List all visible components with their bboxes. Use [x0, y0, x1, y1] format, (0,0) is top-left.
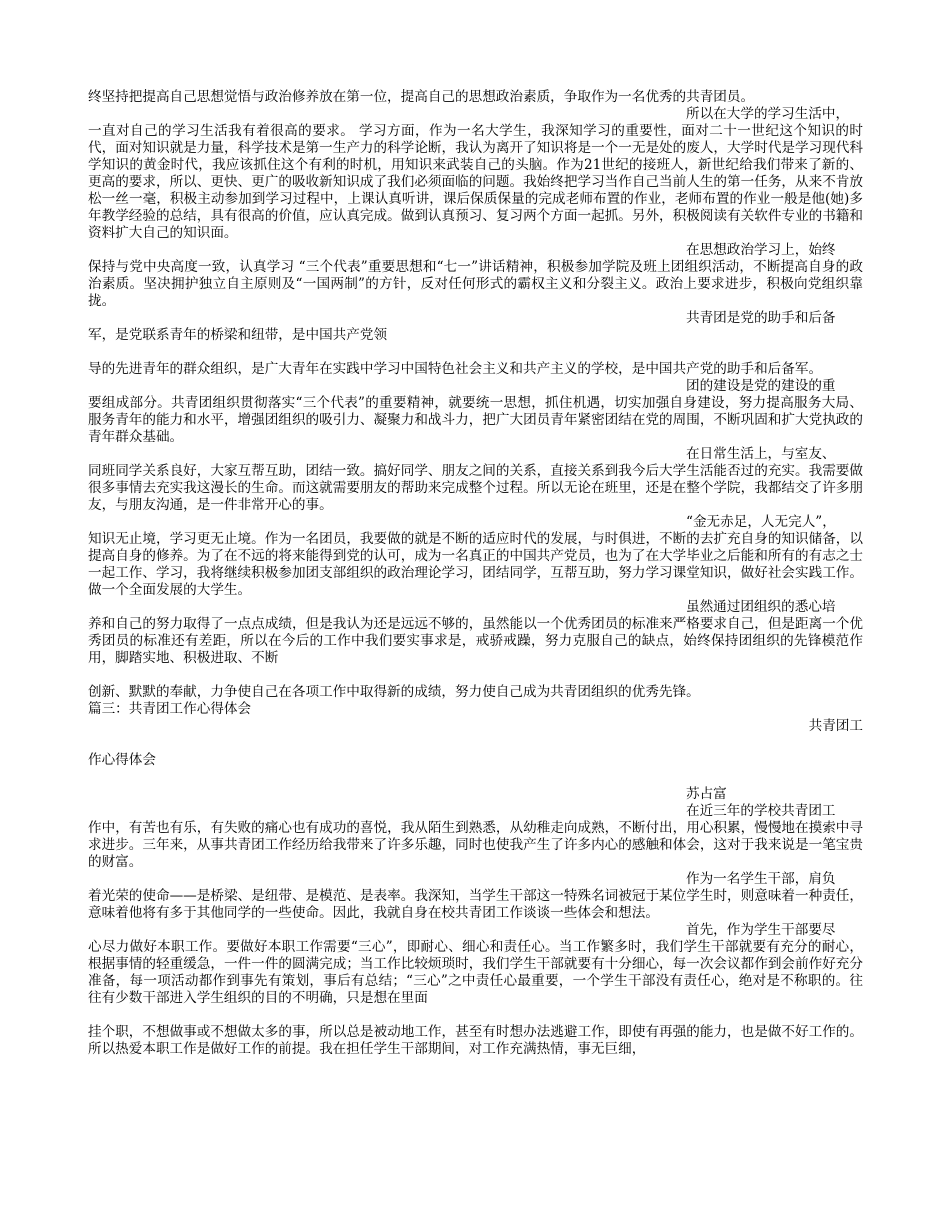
para-intro-right: 作为一名学生干部，肩负	[686, 871, 836, 887]
section-heading: 篇三：共青团工作心得体会	[88, 701, 252, 717]
spacer	[88, 735, 863, 752]
para-intro-right: 团的建设是党的建设的重	[686, 378, 836, 394]
paragraph-league-b: 导的先进青年的群众组织，是广大青年在实践中学习中国特色社会主义和共产主义的学校，是中国共产党的助手和后备军。	[88, 361, 823, 377]
paragraph-knowledge: 知识无止境，学习更无止境。作为一名团员，我要做的就是不断的适应时代的发展，与时俱进，不断的去扩充自身的知识储备，以提高自身的修养。为了在不远的将来能得到党的认可，成为一名真正的中国共产党员，也为了在大学毕业之后能和所有的有志之士一起工作、学习，我将继续积极参加团支部组织的政治理论学习，团结同学，互帮互助，努力学习课堂知识，做好社会实践工作。做一个全面发展的大学生。	[88, 531, 863, 598]
para-intro-right: 在思想政治学习上，始终	[686, 242, 836, 258]
author-name: 苏占富	[686, 786, 727, 802]
para-intro-right: “金无赤足，人无完人”，	[686, 514, 836, 530]
paragraph-league-a: 军，是党联系青年的桥梁和纽带，是中国共产党领	[88, 327, 388, 343]
paragraph-enthusiasm: 挂个职，不想做事或不想做太多的事，所以总是被动地工作，甚至有时想办法逃避工作，即使有再强的能力，也是做不好工作的。所以热爱本职工作是做好工作的前提。我在担任学生干部期间，对工作充满热情，事无巨细，	[88, 1024, 863, 1057]
para-intro-right: 共青团是党的助手和后备	[686, 310, 836, 326]
paragraph-study: 一直对自己的学习生活我有着很高的要求。 学习方面，作为一名大学生，我深知学习的重要性，面对二十一世纪这个知识的时代，面对知识就是力量，科学技术是第一生产力的科学论断，我认为离开了知识将是一个一无是处的废人，大学时代是学习现代科学知识的黄金时代，我应该抓住这个有利的时机，用知识来武装自己的头脑。作为21世纪的接班人，新世纪给我们带来了新的、更高的要求，所以、更快、更广的吸收新知识成了我们必须面临的问题。我始终把学习当作自己当前人生的第一任务，从来不肯放松一丝一毫，积极主动参加到学习过程中，上课认真听讲，课后保质保量的完成老师布置的作业，老师布置的作业一般是他(她)多年教学经验的总结，具有很高的价值，应认真完成。做到认真预习、复习两个方面一起抓。另外，积极阅读有关软件专业的书籍和资料扩大自己的知识面。	[88, 123, 863, 241]
paragraph-construction: 要组成部分。共青团组织贯彻落实“三个代表”的重要精神，就要统一思想，抓住机遇，切实加强自身建设，努力提高服务大局、服务青年的能力和水平，增强团组织的吸引力、凝聚力和战斗力，把广大团员青年紧密团结在党的周围，不断巩固和扩大党执政的青年群众基础。	[88, 395, 863, 445]
paragraph-daily-life: 同班同学关系良好，大家互帮互助，团结一致。搞好同学、朋友之间的关系，直接关系到我今后大学生活能否过的充实。我需要做很多事情去充实我这漫长的生命。而这就需要朋友的帮助来完成整个过程。所以无论在班里，还是在整个学院，我都结交了许多朋友，与朋友沟通，是一件非常开心的事。	[88, 463, 863, 513]
article-title-cont: 作心得体会	[88, 752, 156, 768]
document-body	[88, 89, 863, 1058]
paragraph-politics: 保持与党中央高度一致，认真学习 “三个代表”重要思想和“七一”讲话精神，积极参加学院及班上团组织活动，不断提高自身的政治素质。坚决拥护独立自主原则及“一国两制”的方针，反对任何形式的霸权主义和分裂主义。政治上要求进步，积极向党组织靠拢。	[88, 259, 863, 309]
paragraph-duty: 心尽力做好本职工作。要做好本职工作需要“三心”，即耐心、细心和责任心。当工作繁多时，我们学生干部就要有充分的耐心，根据事情的轻重缓急，一件一件的圆满完成；当工作比较烦琐时，我们学生干部就要有十分细心，每一次会议都作到会前作好充分准备，每一项活动都作到事先有策划，事后有总结；“三心”之中责任心最重要，一个学生干部没有责任心，绝对是不称职的。往往有少数干部进入学生组织的目的不明确，只是想在里面	[88, 939, 863, 1006]
para-intro-right: 首先，作为学生干部要尽	[686, 922, 836, 938]
para-intro-right: 在日常生活上，与室友、	[686, 446, 836, 462]
paragraph-mission: 着光荣的使命——是桥梁、是纽带、是模范、是表率。我深知，当学生干部这一特殊名词被冠于某位学生时，则意味着一种责任，意味着他将有多于其他同学的一些使命。因此，我就自身在校共青团工作谈谈一些体会和想法。	[88, 888, 863, 921]
paragraph-experience: 作中，有苦也有乐，有失败的痛心也有成功的喜悦，我从陌生到熟悉，从幼稚走向成熟，不断付出，用心积累，慢慢地在摸索中寻求进步。三年来，从事共青团工作经历给我带来了许多乐趣，同时也使我产生了许多内心的感触和体会，这对于我来说是一笔宝贵的财富。	[88, 820, 863, 870]
para-intro-right: 在近三年的学校共青团工	[686, 803, 836, 819]
spacer	[88, 1007, 863, 1024]
spacer	[88, 344, 863, 361]
spacer	[88, 667, 863, 684]
article-title-right: 共青团工	[808, 718, 863, 734]
para-intro-right: 所以在大学的学习生活中，	[686, 106, 850, 122]
spacer	[88, 769, 863, 786]
paragraph-innovation: 创新、默默的奉献，力争使自己在各项工作中取得新的成绩，努力使自己成为共青团组织的优秀先锋。	[88, 684, 700, 700]
line-1: 终坚持把提高自己思想觉悟与政治修养放在第一位，提高自己的思想政治素质，争取作为一名优秀的共青团员。	[88, 89, 755, 105]
paragraph-achievement: 养和自己的努力取得了一点点成绩，但是我认为还是远远不够的，虽然能以一个优秀团员的标准来严格要求自己，但是距离一个优秀团员的标准还有差距，所以在今后的工作中我们要实事求是，戒骄戒躁，努力克服自己的缺点，始终保持团组织的先锋模范作用，脚踏实地、积极进取、不断	[88, 616, 863, 666]
para-intro-right: 虽然通过团组织的悉心培	[686, 599, 836, 615]
